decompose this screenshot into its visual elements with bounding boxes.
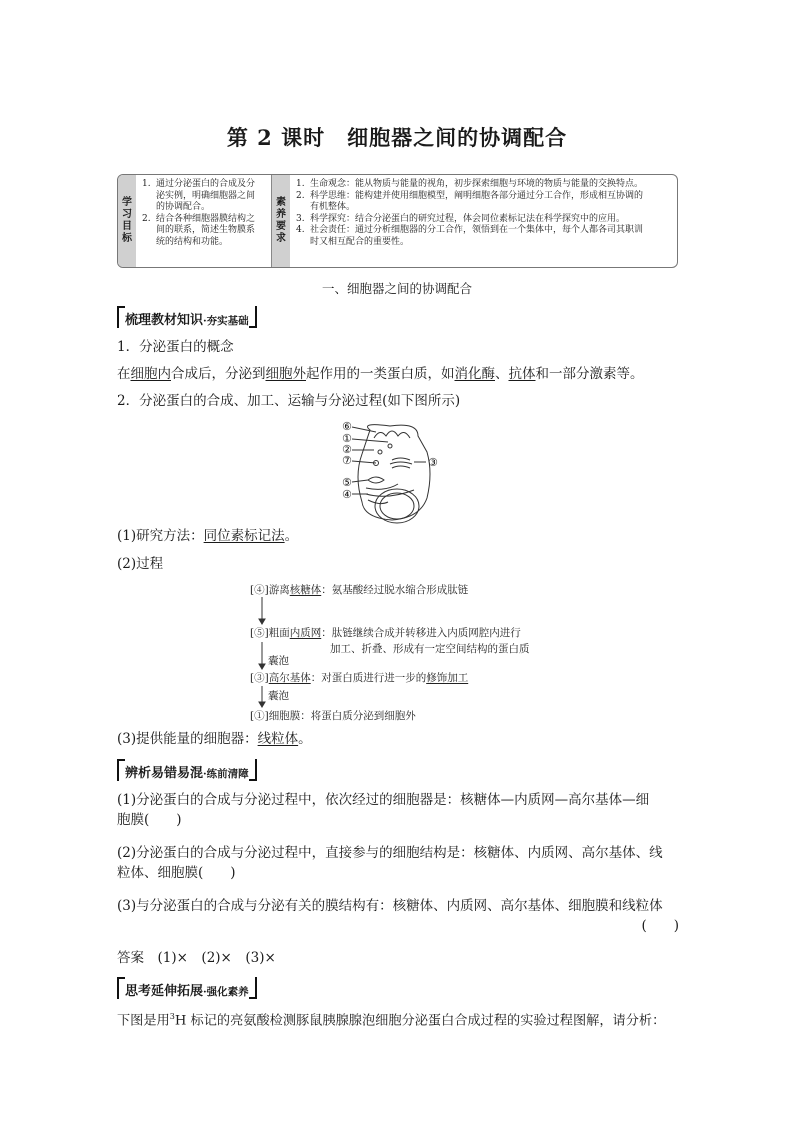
flow-arrows <box>250 582 290 712</box>
flow-step-membrane: [①]细胞膜：将蛋白质分泌到细胞外 <box>250 710 416 722</box>
label-4: ④ <box>342 488 352 501</box>
study-goal-item: 2. 结合各种细胞器膜结构之 间的联系，简述生物膜系 统的结构和功能。 <box>142 213 256 247</box>
vesicle <box>378 450 382 454</box>
question-1: (1)分泌蛋白的合成与分泌过程中，依次经过的细胞器是：核糖体—内质网—高尔基体—细 胞膜( ) <box>117 792 650 828</box>
item-1: 1．分泌蛋白的概念 <box>117 339 234 355</box>
flow-step-er: [⑤]粗面内质网：肽链继续合成并转移进入内质网腔内进行 <box>250 627 521 639</box>
lesson-number: 第 2 课时 <box>226 125 326 150</box>
literacy-item: 2. 科学思维：能构建并使用细胞模型，阐明细胞各部分通过分工合作，形成相互协调的 有机整体。 <box>296 190 644 212</box>
flow-label-vesicle: 囊泡 <box>268 690 289 702</box>
literacy-item: 4. 社会责任：通过分析细胞器的分工合作，领悟到在一个集体中，每个人都各司其职训 时又相互配合的重要性。 <box>296 225 644 247</box>
definition-paragraph: 在细胞内合成后，分泌到细胞外起作用的一类蛋白质，如消化酶、抗体和一部分激素等。 <box>117 366 644 382</box>
label-7: ⑦ <box>342 454 352 467</box>
study-goals-label: 学 习 目 标 <box>118 175 136 267</box>
study-goal-item: 1. 通过分泌蛋白的合成及分 泌实例，明确细胞器之间 的协调配合。 <box>142 179 256 212</box>
label-1: ① <box>342 432 352 445</box>
nucleus-inner <box>380 493 414 519</box>
vesicle <box>388 444 392 448</box>
label-6: ⑥ <box>342 420 352 433</box>
section-heading: 一、细胞器之间的协调配合 <box>321 281 472 296</box>
heading-common-errors: 辨析易错易混·练前清障 <box>117 762 257 781</box>
answer-line: 答案 (1)× (2)× (3)× <box>117 950 276 966</box>
literacy-item: 1. 生命观念：能从物质与能量的视角，初步探索细胞与环境的物质与能量的交换特点。 <box>296 179 644 189</box>
literacy-list <box>296 179 672 248</box>
literacy-item: 3. 科学探究：结合分泌蛋白的研究过程，体会同位素标记法在科学探究中的应用。 <box>296 213 626 224</box>
page-title <box>0 122 794 152</box>
flow-step-er-line2: 加工、折叠、形成有一定空间结构的蛋白质 <box>330 643 530 655</box>
golgi-stack <box>390 458 412 468</box>
secretory-cell-figure <box>330 418 450 526</box>
mitochondrion <box>368 477 384 483</box>
research-method: (1)研究方法：同位素标记法。 <box>117 528 299 544</box>
study-goals-list <box>142 179 268 248</box>
heading-review-textbook: 梳理教材知识·夯实基础 <box>117 309 257 328</box>
label-5: ⑤ <box>342 476 352 489</box>
item-2: 2．分泌蛋白的合成、加工、运输与分泌过程(如下图所示) <box>117 393 461 409</box>
flow-step-ribosome: [④]游离核糖体：氨基酸经过脱水缩合形成肽链 <box>250 584 469 596</box>
label-2: ② <box>342 443 352 456</box>
heading-extension: 思考延伸拓展·强化素养 <box>117 980 257 999</box>
energy-organelle: (3)提供能量的细胞器：线粒体。 <box>117 731 312 747</box>
lesson-name: 细胞器之间的协调配合 <box>347 125 568 150</box>
microvilli <box>374 431 410 438</box>
final-paragraph: 下图是用$^3$H 标记的亮氨酸检测豚鼠胰腺腺泡细胞分泌蛋白合成过程的实验过程图解，请分析： <box>117 1012 666 1029</box>
flow-step-golgi: [③]高尔基体：对蛋白质进行进一步的修饰加工 <box>250 672 469 684</box>
nucleus-outer <box>375 489 419 523</box>
objectives-box <box>117 174 678 268</box>
flow-label-vesicle: 囊泡 <box>268 655 289 667</box>
question-2: (2)分泌蛋白的合成与分泌过程中，直接参与的细胞结构是：核糖体、内质网、高尔基体、线 粒体、细胞膜( ) <box>117 845 663 881</box>
literacy-label: 素 养 要 求 <box>272 175 290 267</box>
question-3: (3)与分泌蛋白的合成与分泌有关的膜结构有：核糖体、内质网、高尔基体、细胞膜和线粒体 ( ) <box>117 898 679 934</box>
process-label: (2)过程 <box>117 556 164 572</box>
label-3: ③ <box>428 456 438 469</box>
